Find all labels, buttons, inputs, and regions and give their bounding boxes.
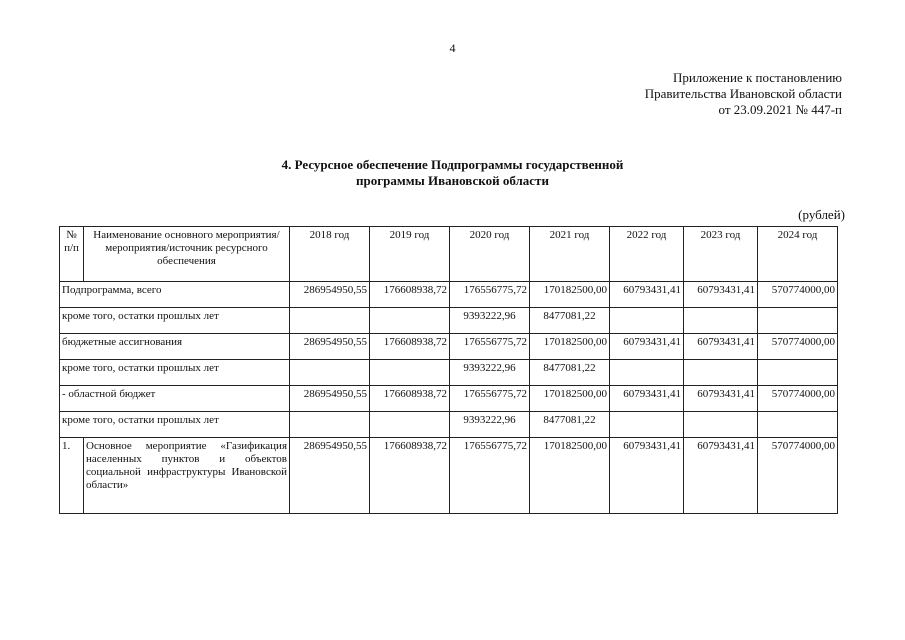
table-row xyxy=(60,386,838,412)
cell-value xyxy=(610,308,684,334)
cell-value: 570774000,00 xyxy=(758,438,838,514)
row-number: 1. xyxy=(60,438,84,514)
row-label: бюджетные ассигнования xyxy=(60,334,290,360)
cell-value xyxy=(610,412,684,438)
cell-value: 286954950,55 xyxy=(290,334,370,360)
cell-value: 176608938,72 xyxy=(370,386,450,412)
cell-value: 9393222,96 xyxy=(450,360,530,386)
table-row xyxy=(60,360,838,386)
cell-value: 170182500,00 xyxy=(530,438,610,514)
table-row xyxy=(60,282,838,308)
cell-value: 570774000,00 xyxy=(758,334,838,360)
cell-value xyxy=(370,308,450,334)
cell-value: 170182500,00 xyxy=(530,334,610,360)
cell-value: 570774000,00 xyxy=(758,386,838,412)
section-title-line-1: 4. Ресурсное обеспечение Подпрограммы государственной xyxy=(281,157,624,172)
cell-value: 60793431,41 xyxy=(684,438,758,514)
header-name: Наименование основного мероприятия/мероприятия/источник ресурсного обеспечения xyxy=(84,227,290,282)
approval-line-3: от 23.09.2021 № 447-п xyxy=(718,102,842,117)
approval-line-2: Правительства Ивановской области xyxy=(644,86,842,101)
table-header-row xyxy=(60,227,838,282)
table-row xyxy=(60,412,838,438)
row-label: - областной бюджет xyxy=(60,386,290,412)
row-label: Подпрограмма, всего xyxy=(60,282,290,308)
cell-value: 176608938,72 xyxy=(370,334,450,360)
cell-value xyxy=(290,308,370,334)
cell-value: 60793431,41 xyxy=(610,334,684,360)
row-label: кроме того, остатки прошлых лет xyxy=(60,412,290,438)
cell-value: 60793431,41 xyxy=(610,438,684,514)
cell-value: 60793431,41 xyxy=(610,282,684,308)
cell-value xyxy=(684,308,758,334)
header-year: 2021 год xyxy=(530,227,610,282)
units-label: (рублей) xyxy=(798,207,845,222)
row-label: кроме того, остатки прошлых лет xyxy=(60,308,290,334)
section-title xyxy=(0,157,905,189)
cell-value xyxy=(370,412,450,438)
cell-value: 176556775,72 xyxy=(450,282,530,308)
cell-value: 8477081,22 xyxy=(530,308,610,334)
header-year: 2022 год xyxy=(610,227,684,282)
header-year: 2024 год xyxy=(758,227,838,282)
approval-line-1: Приложение к постановлению xyxy=(672,70,842,85)
cell-value xyxy=(758,308,838,334)
cell-value: 60793431,41 xyxy=(684,282,758,308)
header-year: 2019 год xyxy=(370,227,450,282)
cell-value: 60793431,41 xyxy=(684,386,758,412)
resource-table xyxy=(59,226,838,514)
cell-value: 176556775,72 xyxy=(450,438,530,514)
section-title-line-2: программы Ивановской области xyxy=(356,173,549,188)
table-row xyxy=(60,334,838,360)
cell-value: 8477081,22 xyxy=(530,360,610,386)
cell-value xyxy=(290,360,370,386)
cell-value: 60793431,41 xyxy=(610,386,684,412)
page-number: 4 xyxy=(449,41,456,55)
cell-value: 170182500,00 xyxy=(530,282,610,308)
cell-value xyxy=(684,412,758,438)
cell-value xyxy=(290,412,370,438)
cell-value: 570774000,00 xyxy=(758,282,838,308)
cell-value xyxy=(758,412,838,438)
cell-value: 8477081,22 xyxy=(530,412,610,438)
cell-value: 9393222,96 xyxy=(450,308,530,334)
cell-value xyxy=(610,360,684,386)
cell-value: 176556775,72 xyxy=(450,386,530,412)
table-row xyxy=(60,438,838,514)
row-label: кроме того, остатки прошлых лет xyxy=(60,360,290,386)
header-number: № п/п xyxy=(60,227,84,282)
approval-note xyxy=(645,70,842,118)
cell-value: 170182500,00 xyxy=(530,386,610,412)
cell-value: 176608938,72 xyxy=(370,438,450,514)
cell-value: 176608938,72 xyxy=(370,282,450,308)
cell-value xyxy=(684,360,758,386)
cell-value: 9393222,96 xyxy=(450,412,530,438)
row-label: Основное мероприятие «Газификация населенных пунктов и объектов социальной инфраструктуры Ивановской области» xyxy=(84,438,290,514)
header-year: 2018 год xyxy=(290,227,370,282)
cell-value: 286954950,55 xyxy=(290,386,370,412)
cell-value: 60793431,41 xyxy=(684,334,758,360)
cell-value: 176556775,72 xyxy=(450,334,530,360)
header-year: 2020 год xyxy=(450,227,530,282)
cell-value xyxy=(370,360,450,386)
cell-value xyxy=(758,360,838,386)
table-row xyxy=(60,308,838,334)
cell-value: 286954950,55 xyxy=(290,282,370,308)
header-year: 2023 год xyxy=(684,227,758,282)
cell-value: 286954950,55 xyxy=(290,438,370,514)
